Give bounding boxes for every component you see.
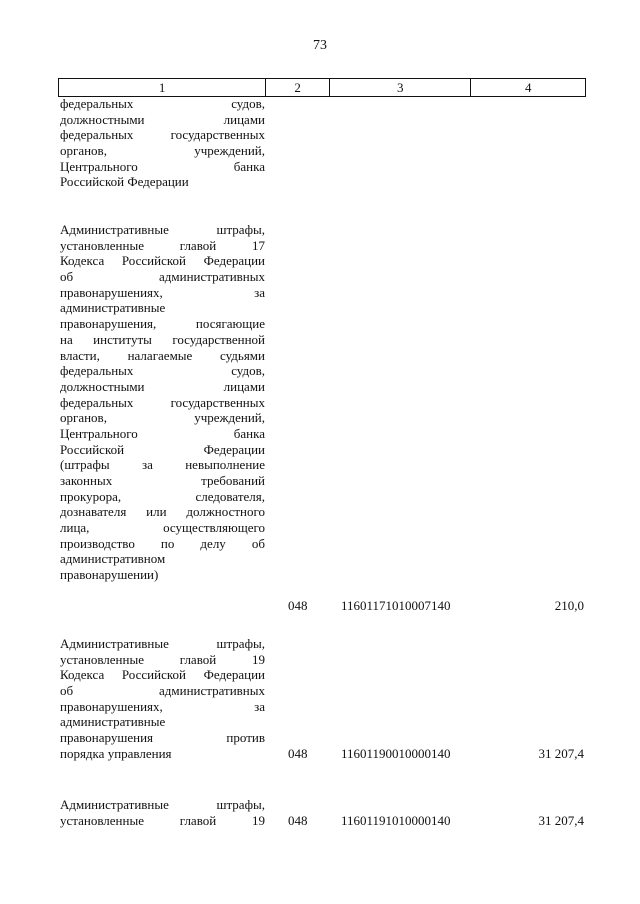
row-3-description — [60, 797, 265, 828]
row-1-kbk: 11601171010007140 — [341, 598, 451, 613]
row-1-line: должностными лицами — [60, 378, 265, 394]
row-2-code: 048 — [288, 746, 308, 761]
row-1-code: 048 — [288, 598, 308, 613]
row-0-line: органов, учреждений, — [60, 143, 265, 159]
row-2-line: порядка управления — [60, 745, 172, 761]
row-1-line: Центрального банка — [60, 425, 265, 441]
row-1-line: федеральных государственных — [60, 394, 265, 410]
row-1-line: правонарушения, посягающие — [60, 316, 265, 332]
row-1-line: производство по делу об — [60, 535, 265, 551]
row-1-line: законных требований — [60, 473, 265, 488]
row-0-line: Центрального банка — [60, 158, 265, 174]
row-2-line: Кодекса Российской Федерации — [60, 667, 265, 683]
header-col-1: 1 — [59, 79, 266, 96]
row-2-line: Административные штрафы, — [60, 636, 265, 651]
row-1-line: дознавателя или должностного — [60, 504, 265, 520]
row-0-line: Российской Федерации — [60, 174, 189, 190]
row-2-amount: 31 207,4 — [538, 746, 584, 761]
row-1-line: административные — [60, 300, 166, 316]
row-2-line: об административных — [60, 683, 265, 699]
row-3-amount: 31 207,4 — [538, 813, 584, 828]
row-1-line: лица, осуществляющего — [60, 520, 265, 536]
page-number: 73 — [313, 38, 327, 53]
table-header-row — [58, 78, 586, 97]
row-1-line: власти, налагаемые судьями — [60, 347, 265, 363]
row-3-kbk: 11601191010000140 — [341, 813, 451, 828]
row-3-code: 048 — [288, 813, 308, 828]
header-col-4: 4 — [524, 80, 532, 95]
row-1-amount: 210,0 — [554, 598, 584, 613]
row-1-line: Российской Федерации — [60, 441, 265, 457]
row-1-line: установленные главой 17 — [60, 237, 265, 253]
row-2-kbk: 11601190010000140 — [341, 746, 451, 761]
row-1-line: (штрафы за невыполнение — [60, 457, 265, 473]
row-2-line: правонарушениях, за — [60, 698, 265, 714]
row-3-line: установленные главой 19 — [60, 812, 265, 828]
row-1-description — [60, 222, 265, 583]
row-0-line: федеральных судов, — [60, 96, 265, 111]
row-1-line: Административные штрафы, — [60, 222, 265, 237]
row-1-line: правонарушении) — [60, 567, 159, 583]
row-2-line: установленные главой 19 — [60, 651, 265, 667]
row-1-line: об административных — [60, 269, 265, 285]
header-col-2: 2 — [266, 79, 330, 96]
row-1-line: на институты государственной — [60, 331, 265, 347]
row-1-line: правонарушениях, за — [60, 284, 265, 300]
row-0-description — [60, 96, 265, 190]
row-1-line: прокурора, следователя, — [60, 488, 265, 504]
row-1-line: федеральных судов, — [60, 363, 265, 379]
row-2-line: правонарушения против — [60, 730, 265, 746]
row-0-line: федеральных государственных — [60, 127, 265, 143]
row-1-line: административном — [60, 551, 166, 567]
header-col-3: 3 — [330, 79, 471, 96]
row-0-line: должностными лицами — [60, 111, 265, 127]
row-1-line: Кодекса Российской Федерации — [60, 253, 265, 269]
row-1-line: органов, учреждений, — [60, 410, 265, 426]
row-2-line: административные — [60, 714, 166, 730]
row-3-line: Административные штрафы, — [60, 797, 265, 812]
row-2-description — [60, 636, 265, 762]
